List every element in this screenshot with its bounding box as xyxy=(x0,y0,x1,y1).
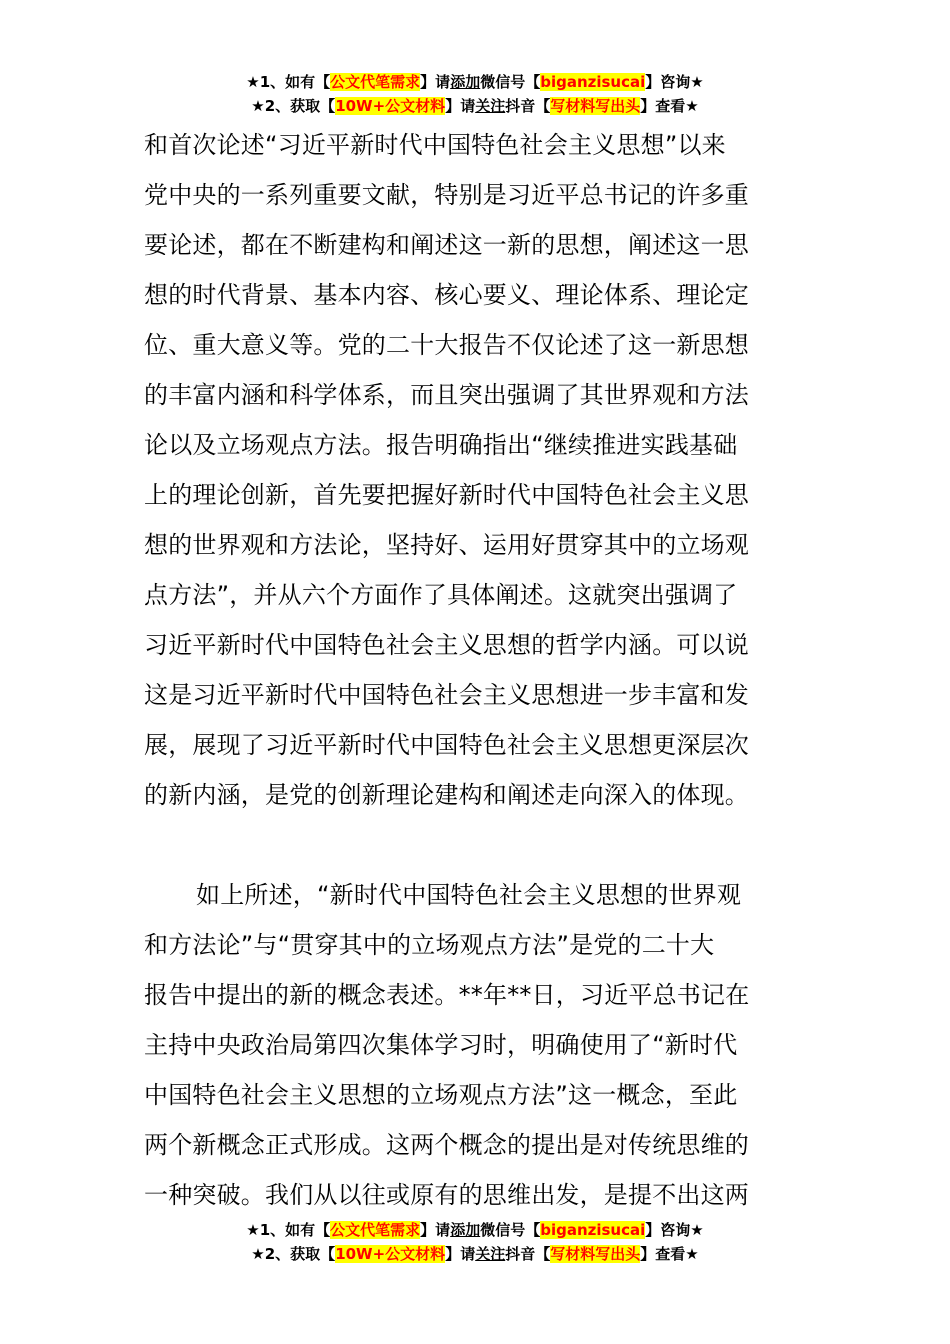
banner-highlight-materials: 10W+公文材料 xyxy=(335,97,446,115)
banner-highlight-wechat-id: biganzisucai xyxy=(540,1221,646,1239)
text-line: 和首次论述“习近平新时代中国特色社会主义思想”以来 xyxy=(144,131,726,159)
text-line: 上的理论创新，首先要把握好新时代中国特色社会主义思 xyxy=(144,481,749,509)
text-line: 两个新概念正式形成。这两个概念的提出是对传统思维的 xyxy=(144,1131,749,1159)
document-body xyxy=(144,120,806,1220)
text-line: 位、重大意义等。党的二十大报告不仅论述了这一新思想 xyxy=(144,331,749,359)
text-line-indented: 如上所述，“新时代中国特色社会主义思想的世界观 xyxy=(196,881,742,909)
banner-line-2: ★2、获取【10W+公文材料】请关注抖音【写材料写出头】查看★ xyxy=(251,97,699,115)
paragraph-spacer xyxy=(144,820,806,870)
footer-banner xyxy=(0,1218,950,1266)
text-line: 论以及立场观点方法。报告明确指出“继续推进实践基础 xyxy=(144,431,738,459)
text-line: 报告中提出的新的概念表述。**年**日，习近平总书记在 xyxy=(144,981,750,1009)
text-line: 主持中央政治局第四次集体学习时，明确使用了“新时代 xyxy=(144,1031,738,1059)
banner-highlight-douyin: 写材料写出头 xyxy=(550,1245,641,1263)
text-line: 想的时代背景、基本内容、核心要义、理论体系、理论定 xyxy=(144,281,749,309)
banner-highlight-wechat-id: biganzisucai xyxy=(540,73,646,91)
paragraph-1 xyxy=(144,120,806,820)
text-line: 想的世界观和方法论，坚持好、运用好贯穿其中的立场观 xyxy=(144,531,749,559)
banner-highlight-douyin: 写材料写出头 xyxy=(550,97,641,115)
text-line: 的新内涵，是党的创新理论建构和阐述走向深入的体现。 xyxy=(144,781,749,809)
banner-line-1: ★1、如有【公文代笔需求】请添加微信号【biganzisucai】咨询★ xyxy=(246,1221,704,1239)
text-line: 习近平新时代中国特色社会主义思想的哲学内涵。可以说 xyxy=(144,631,749,659)
text-line: 中国特色社会主义思想的立场观点方法”这一概念，至此 xyxy=(144,1081,738,1109)
text-line: 这是习近平新时代中国特色社会主义思想进一步丰富和发 xyxy=(144,681,749,709)
banner-highlight-materials: 10W+公文材料 xyxy=(335,1245,446,1263)
text-line: 和方法论”与“贯穿其中的立场观点方法”是党的二十大 xyxy=(144,931,715,959)
text-line: 一种突破。我们从以往或原有的思维出发，是提不出这两 xyxy=(144,1181,749,1209)
banner-highlight-service: 公文代笔需求 xyxy=(330,73,421,91)
header-banner xyxy=(0,70,950,118)
text-line: 的丰富内涵和科学体系，而且突出强调了其世界观和方法 xyxy=(144,381,749,409)
banner-highlight-service: 公文代笔需求 xyxy=(330,1221,421,1239)
text-line: 点方法”，并从六个方面作了具体阐述。这就突出强调了 xyxy=(144,581,738,609)
text-line: 要论述，都在不断建构和阐述这一新的思想，阐述这一思 xyxy=(144,231,749,259)
text-line: 党中央的一系列重要文献，特别是习近平总书记的许多重 xyxy=(144,181,749,209)
paragraph-2 xyxy=(144,870,806,1220)
text-line: 展，展现了习近平新时代中国特色社会主义思想更深层次 xyxy=(144,731,749,759)
banner-line-2: ★2、获取【10W+公文材料】请关注抖音【写材料写出头】查看★ xyxy=(251,1245,699,1263)
banner-line-1: ★1、如有【公文代笔需求】请添加微信号【biganzisucai】咨询★ xyxy=(246,73,704,91)
